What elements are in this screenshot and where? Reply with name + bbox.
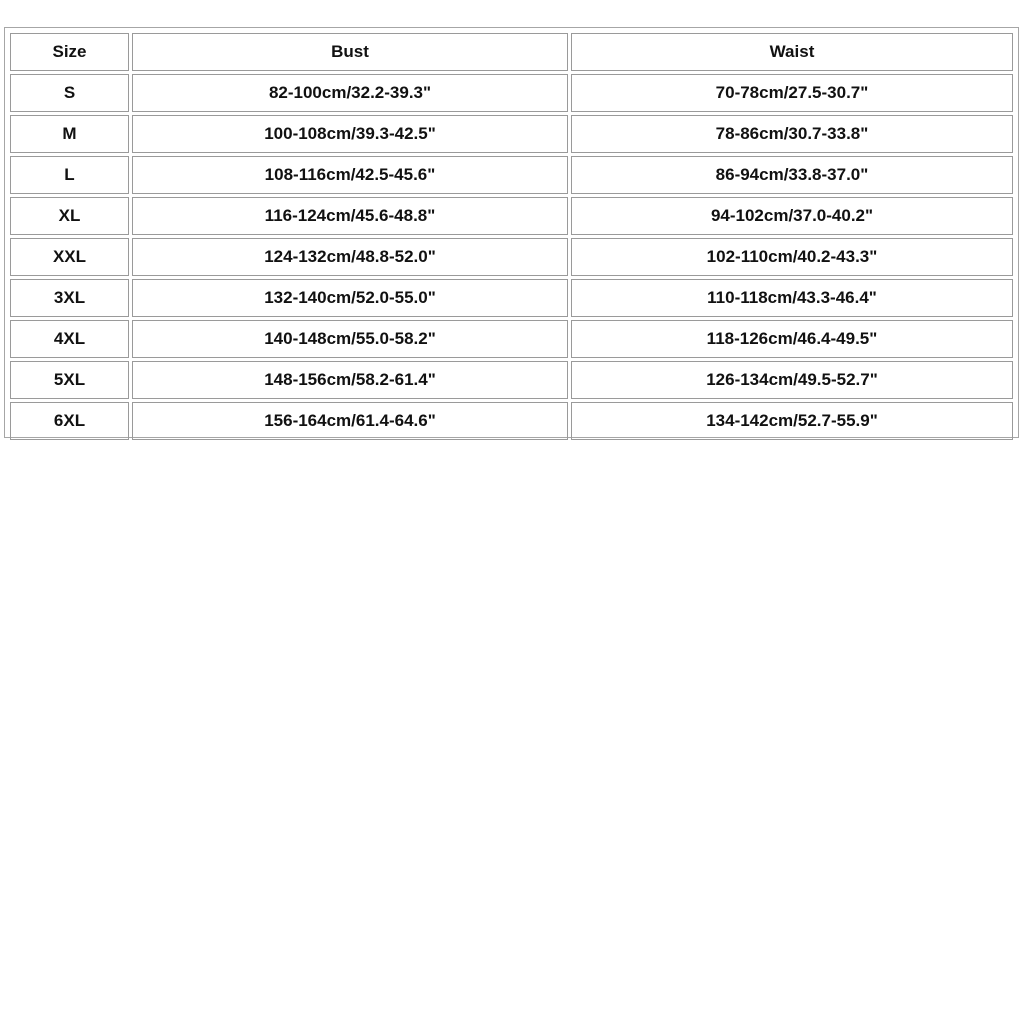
table-row [10,156,1013,194]
bust-cell: 132-140cm/52.0-55.0" [132,279,568,317]
table-header-row [10,33,1013,71]
size-cell: 5XL [10,361,129,399]
table-row [10,115,1013,153]
bust-cell: 108-116cm/42.5-45.6" [132,156,568,194]
column-header-waist: Waist [571,33,1013,71]
waist-cell: 134-142cm/52.7-55.9" [571,402,1013,440]
size-cell: 6XL [10,402,129,440]
size-cell: XXL [10,238,129,276]
size-cell: 4XL [10,320,129,358]
table-row [10,238,1013,276]
waist-cell: 110-118cm/43.3-46.4" [571,279,1013,317]
waist-cell: 126-134cm/49.5-52.7" [571,361,1013,399]
bust-cell: 116-124cm/45.6-48.8" [132,197,568,235]
table-row [10,402,1013,440]
waist-cell: 118-126cm/46.4-49.5" [571,320,1013,358]
column-header-bust: Bust [132,33,568,71]
waist-cell: 102-110cm/40.2-43.3" [571,238,1013,276]
size-cell: S [10,74,129,112]
bust-cell: 124-132cm/48.8-52.0" [132,238,568,276]
bust-cell: 100-108cm/39.3-42.5" [132,115,568,153]
bust-cell: 156-164cm/61.4-64.6" [132,402,568,440]
bust-cell: 148-156cm/58.2-61.4" [132,361,568,399]
waist-cell: 86-94cm/33.8-37.0" [571,156,1013,194]
table-row [10,74,1013,112]
waist-cell: 94-102cm/37.0-40.2" [571,197,1013,235]
size-chart [4,27,1019,438]
size-chart-table [7,30,1016,443]
size-cell: L [10,156,129,194]
size-cell: M [10,115,129,153]
table-row [10,361,1013,399]
table-row [10,197,1013,235]
table-row [10,279,1013,317]
size-cell: 3XL [10,279,129,317]
table-row [10,320,1013,358]
bust-cell: 140-148cm/55.0-58.2" [132,320,568,358]
waist-cell: 70-78cm/27.5-30.7" [571,74,1013,112]
bust-cell: 82-100cm/32.2-39.3" [132,74,568,112]
waist-cell: 78-86cm/30.7-33.8" [571,115,1013,153]
column-header-size: Size [10,33,129,71]
size-cell: XL [10,197,129,235]
